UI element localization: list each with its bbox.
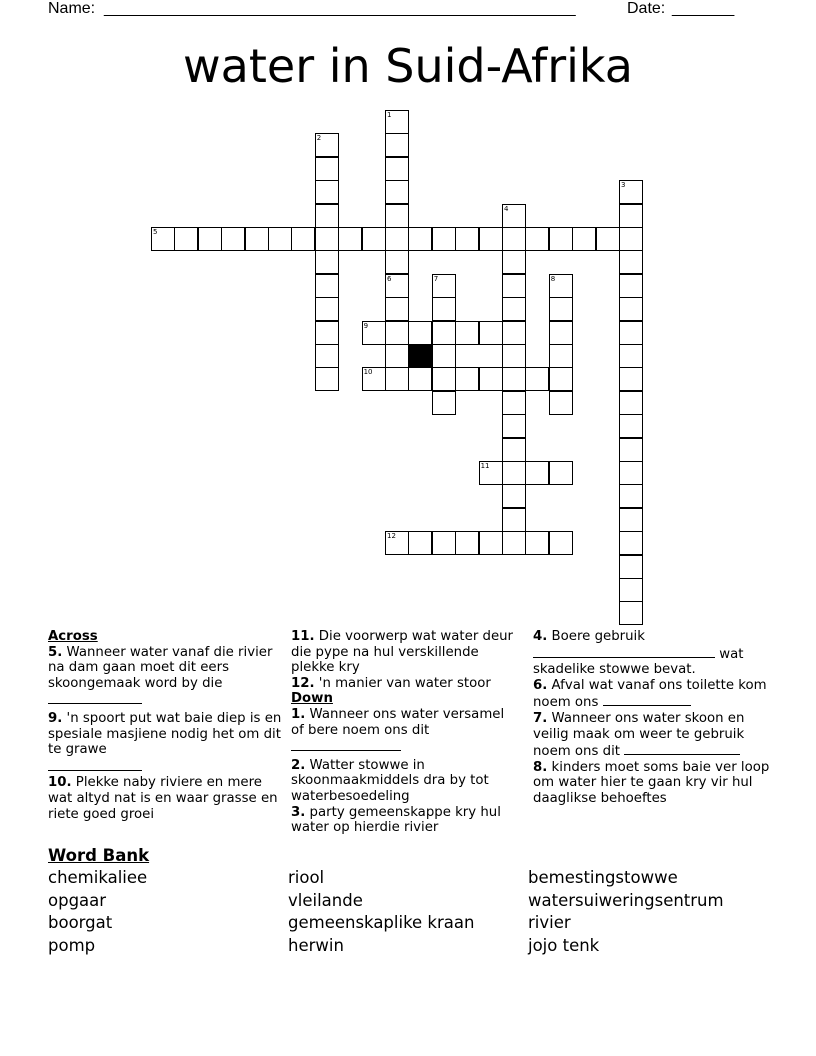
crossword-cell[interactable] <box>315 250 339 274</box>
clue-across-5: 5. Wanneer water vanaf die rivier na dam gaan moet dit eers skoongemaak word by die <box>48 645 284 709</box>
crossword-cell[interactable] <box>525 367 549 391</box>
crossword-cell[interactable] <box>479 531 503 555</box>
crossword-cell[interactable] <box>455 367 479 391</box>
crossword-cell[interactable] <box>385 204 409 228</box>
word-bank-item: watersuiweringsentrum <box>528 890 724 910</box>
crossword-cell[interactable] <box>619 555 643 579</box>
crossword-cell[interactable] <box>198 227 222 251</box>
crossword-cell[interactable] <box>455 531 479 555</box>
crossword-cell[interactable] <box>432 321 456 345</box>
crossword-cell[interactable] <box>315 274 339 298</box>
word-bank-item: rivier <box>528 913 571 933</box>
crossword-cell[interactable] <box>432 297 456 321</box>
crossword-cell[interactable] <box>151 227 175 251</box>
crossword-cell[interactable] <box>549 367 573 391</box>
crossword-cell[interactable] <box>502 227 526 251</box>
crossword-cell[interactable] <box>502 297 526 321</box>
clue-down-1: 1. Wanneer ons water versamel of bere noem ons dit <box>291 707 521 756</box>
date-label: Date: <box>627 0 670 17</box>
crossword-cell[interactable] <box>619 227 643 251</box>
crossword-cell[interactable] <box>619 414 643 438</box>
crossword-cell[interactable] <box>479 367 503 391</box>
crossword-cell[interactable] <box>549 227 573 251</box>
crossword-cell[interactable] <box>408 321 432 345</box>
crossword-cell[interactable] <box>619 484 643 508</box>
crossword-cell[interactable] <box>315 204 339 228</box>
word-bank-column-2 <box>288 867 474 957</box>
crossword-cell[interactable] <box>385 274 409 298</box>
crossword-cell[interactable] <box>549 274 573 298</box>
crossword-cell[interactable] <box>549 321 573 345</box>
name-label: Name: <box>48 0 100 17</box>
crossword-cell[interactable] <box>619 250 643 274</box>
clue-down-2: 2. Watter stowwe in skoonmaakmiddels dra by tot waterbesoedeling <box>291 757 489 804</box>
name-line[interactable]: _____________________________________________________ <box>104 0 576 17</box>
black-square <box>408 344 432 368</box>
word-bank-item: vleilande <box>288 890 363 910</box>
clue-number: 12 <box>387 532 396 541</box>
crossword-cell[interactable] <box>385 297 409 321</box>
crossword-cell[interactable] <box>502 204 526 228</box>
word-bank-item: boorgat <box>48 913 113 933</box>
crossword-cell[interactable] <box>385 321 409 345</box>
crossword-cell[interactable] <box>619 274 643 298</box>
crossword-cell[interactable] <box>502 484 526 508</box>
crossword-cell[interactable] <box>315 227 339 251</box>
crossword-cell[interactable] <box>338 227 362 251</box>
crossword-cell[interactable] <box>362 367 386 391</box>
crossword-cell[interactable] <box>315 344 339 368</box>
across-heading: Across <box>48 629 98 644</box>
word-bank-item: chemikaliee <box>48 868 148 887</box>
crossword-cell[interactable] <box>619 508 643 532</box>
crossword-cell[interactable] <box>619 321 643 345</box>
crossword-cell[interactable] <box>315 321 339 345</box>
crossword-cell[interactable] <box>432 227 456 251</box>
word-bank-item: pomp <box>48 935 96 955</box>
crossword-cell[interactable] <box>502 321 526 345</box>
word-bank-column-1 <box>48 867 147 957</box>
crossword-cell[interactable] <box>432 367 456 391</box>
crossword-cell[interactable] <box>245 227 269 251</box>
crossword-cell[interactable] <box>502 508 526 532</box>
clue-across-10: 10. Plekke naby riviere en mere wat altyd nat is en waar grasse en riete goed groei <box>48 775 278 822</box>
clues-column-1 <box>48 629 284 822</box>
crossword-cell[interactable] <box>385 250 409 274</box>
crossword-cell[interactable] <box>385 367 409 391</box>
crossword-cell[interactable] <box>315 367 339 391</box>
crossword-cell[interactable] <box>549 461 573 485</box>
crossword-cell[interactable] <box>362 321 386 345</box>
clue-across-12: 12. 'n manier van water stoor <box>291 675 491 691</box>
crossword-cell[interactable] <box>525 531 549 555</box>
crossword-cell[interactable] <box>619 204 643 228</box>
crossword-cell[interactable] <box>479 461 503 485</box>
crossword-cell[interactable] <box>502 461 526 485</box>
crossword-cell[interactable] <box>619 578 643 602</box>
crossword-cell[interactable] <box>619 531 643 555</box>
crossword-cell[interactable] <box>502 531 526 555</box>
crossword-cell[interactable] <box>315 180 339 204</box>
crossword-cell[interactable] <box>502 367 526 391</box>
crossword-cell[interactable] <box>385 110 409 134</box>
crossword-cell[interactable] <box>432 391 456 415</box>
clue-number: 7 <box>433 274 439 283</box>
crossword-cell[interactable] <box>502 438 526 462</box>
crossword-cell[interactable] <box>502 344 526 368</box>
crossword-cell[interactable] <box>315 157 339 181</box>
clue-number: 3 <box>621 181 626 190</box>
word-bank-column-3 <box>528 867 724 957</box>
crossword-cell[interactable] <box>315 297 339 321</box>
crossword-cell[interactable] <box>619 601 643 625</box>
crossword-cell[interactable] <box>619 391 643 415</box>
crossword-cell[interactable] <box>619 461 643 485</box>
clue-number: 5 <box>153 228 158 236</box>
crossword-cell[interactable] <box>408 227 432 251</box>
crossword-cell[interactable] <box>549 391 573 415</box>
word-bank-item: jojo tenk <box>528 935 600 955</box>
clue-across-9: 9. 'n spoort put wat baie diep is en spesiale masjiene nodig het om dit te grawe <box>48 711 284 775</box>
crossword-cell[interactable] <box>455 321 479 345</box>
clue-number: 9 <box>363 321 369 330</box>
clue-down-6: 6. Afval wat vanaf ons toilette kom noem ons <box>533 677 767 711</box>
page-title: water in Suid-Afrika <box>183 39 633 93</box>
crossword-cell[interactable] <box>619 367 643 391</box>
crossword-cell[interactable] <box>596 227 620 251</box>
crossword-cell[interactable] <box>572 227 596 251</box>
crossword-cell[interactable] <box>291 227 315 251</box>
crossword-cell[interactable] <box>619 180 643 204</box>
crossword-cell[interactable] <box>619 344 643 368</box>
crossword-cell[interactable] <box>502 414 526 438</box>
word-bank-item: bemestingstowwe <box>528 868 678 887</box>
word-bank-title: Word Bank <box>48 846 150 865</box>
crossword-cell[interactable] <box>432 344 456 368</box>
clue-number: 8 <box>550 274 556 283</box>
crossword-cell[interactable] <box>455 227 479 251</box>
crossword-cell[interactable] <box>619 297 643 321</box>
word-bank-item: gemeenskaplike kraan <box>288 913 475 933</box>
clue-across-11: 11. Die voorwerp wat water deur die pype na hul verskillende plekke kry <box>291 629 514 676</box>
word-bank-item: opgaar <box>48 890 107 910</box>
down-heading: Down <box>291 691 333 707</box>
crossword-cell[interactable] <box>408 367 432 391</box>
crossword-cell[interactable] <box>549 531 573 555</box>
crossword-cell[interactable] <box>385 180 409 204</box>
clues-column-2 <box>291 629 521 836</box>
crossword-cell[interactable] <box>549 297 573 321</box>
crossword-cell[interactable] <box>315 133 339 157</box>
crossword-cell[interactable] <box>432 531 456 555</box>
word-bank-item: herwin <box>288 935 344 955</box>
clue-number: 11 <box>480 462 490 470</box>
crossword-cell[interactable] <box>479 227 503 251</box>
crossword-cell[interactable] <box>385 133 409 157</box>
crossword-cell[interactable] <box>385 227 409 251</box>
crossword-cell[interactable] <box>362 227 386 251</box>
crossword-cell[interactable] <box>525 461 549 485</box>
clue-down-8: 8. kinders moet soms baie ver loop om water hier te gaan kry vir hul daaglikse behoeftes <box>533 759 770 806</box>
crossword-cell[interactable] <box>268 227 292 251</box>
clue-down-3: 3. party gemeenskappe kry hul water op hierdie rivier <box>291 804 501 836</box>
crossword-cell[interactable] <box>619 438 643 462</box>
clue-number: 10 <box>363 368 373 377</box>
date-line[interactable]: _______ <box>672 0 735 17</box>
crossword-cell[interactable] <box>408 531 432 555</box>
crossword-cell[interactable] <box>549 344 573 368</box>
clue-down-4: 4. Boere gebruik wat skadelike stowwe bevat. <box>533 629 744 678</box>
crossword-cell[interactable] <box>174 227 198 251</box>
crossword-cell[interactable] <box>502 250 526 274</box>
clue-number: 2 <box>316 134 322 143</box>
clue-down-7: 7. Wanneer ons water skoon en veilig maak om weer te gebruik noem ons dit <box>533 710 745 760</box>
crossword-cell[interactable] <box>432 274 456 298</box>
crossword-cell[interactable] <box>502 391 526 415</box>
crossword-cell[interactable] <box>385 344 409 368</box>
crossword-cell[interactable] <box>221 227 245 251</box>
crossword-cell[interactable] <box>479 321 503 345</box>
crossword-cell[interactable] <box>385 157 409 181</box>
clues-column-3 <box>533 629 773 807</box>
clue-number: 4 <box>504 204 509 213</box>
clue-number: 1 <box>387 111 392 119</box>
word-bank-item: riool <box>288 868 325 887</box>
crossword-cell[interactable] <box>525 227 549 251</box>
crossword-cell[interactable] <box>502 274 526 298</box>
crossword-cell[interactable] <box>385 531 409 555</box>
clue-number: 6 <box>387 274 392 283</box>
